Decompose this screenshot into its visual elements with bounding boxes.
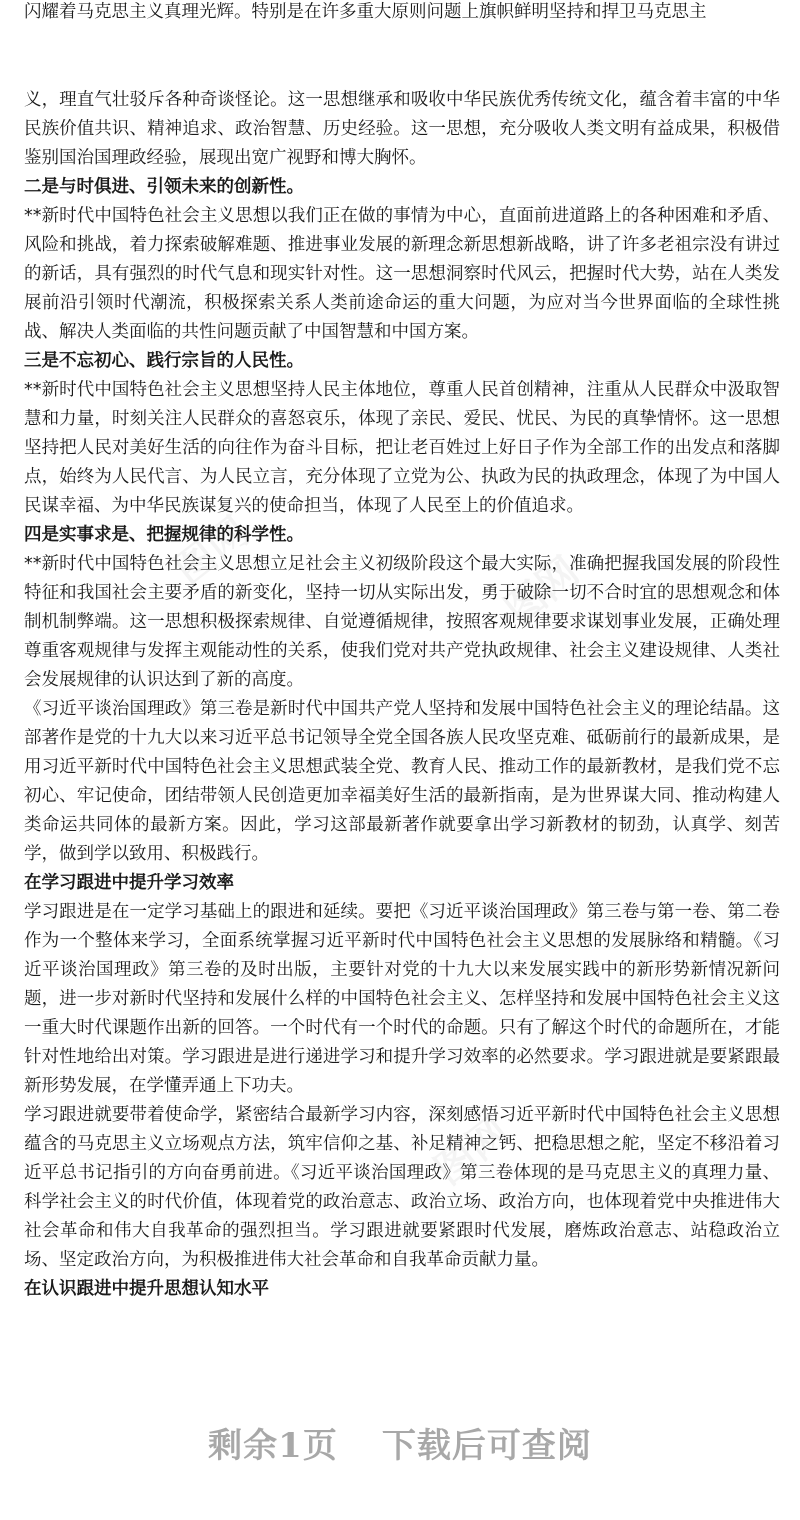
section-heading: 二是与时俱进、引领未来的创新性。: [24, 177, 304, 197]
document-body: [24, 86, 780, 1304]
paragraph: 义，理直气壮驳斥各种奇谈怪论。这一思想继承和吸收中华民族优秀传统文化，蕴含着丰富的中华民族价值共识、精神追求、政治智慧、历史经验。这一思想，充分吸收人类文明有益成果，积极借鉴别国治国理政经验，展现出宽广视野和博大胸怀。: [24, 90, 780, 168]
paragraph: **新时代中国特色社会主义思想立足社会主义初级阶段这个最大实际，准确把握我国发展的阶段性特征和我国社会主要矛盾的新变化，坚持一切从实际出发，勇于破除一切不合时宜的思想观念和体制机制弊端。这一思想积极探索规律、自觉遵循规律，按照客观规律要求谋划事业发展，正确处理尊重客观规律与发挥主观能动性的关系，使我们党对共产党执政规律、社会主义建设规律、人类社会发展规律的认识达到了新的高度。: [24, 554, 780, 690]
section-heading: 三是不忘初心、践行宗旨的人民性。: [24, 351, 304, 371]
paragraph: 学习跟进就要带着使命学，紧密结合最新学习内容，深刻感悟习近平新时代中国特色社会主义思想蕴含的马克思主义立场观点方法，筑牢信仰之基、补足精神之钙、把稳思想之舵，坚定不移沿着习近平总书记指引的方向奋勇前进。《习近平谈治国理政》第三卷体现的是马克思主义的真理力量、科学社会主义的时代价值，体现着党的政治意志、政治立场、政治方向，也体现着党中央推进伟大社会革命和伟大自我革命的强烈担当。学习跟进就要紧跟时代发展，磨炼政治意志、站稳政治立场、坚定政治方向，为积极推进伟大社会革命和自我革命贡献力量。: [24, 1105, 780, 1270]
section-heading: 在认识跟进中提升思想认知水平: [24, 1279, 269, 1299]
paragraph: 学习跟进是在一定学习基础上的跟进和延续。要把《习近平谈治国理政》第三卷与第一卷、第二卷作为一个整体来学习，全面系统掌握习近平新时代中国特色社会主义思想的发展脉络和精髓。《习近平谈治国理政》第三卷的及时出版，主要针对党的十九大以来发展实践中的新形势新情况新问题，进一步对新时代坚持和发展什么样的中国特色社会主义、怎样坚持和发展中国特色社会主义这一重大时代课题作出新的回答。一个时代有一个时代的命题。只有了解这个时代的命题所在，才能针对性地给出对策。学习跟进是进行递进学习和提升学习效率的必然要求。学习跟进就是要紧跟最新形势发展，在学懂弄通上下功夫。: [24, 902, 780, 1096]
remaining-pages-label[interactable]: 剩余1页: [208, 1426, 338, 1466]
download-prompt-banner[interactable]: [0, 1418, 800, 1467]
paragraph: **新时代中国特色社会主义思想坚持人民主体地位，尊重人民首创精神，注重从人民群众中汲取智慧和力量，时刻关注人民群众的喜怒哀乐，体现了亲民、爱民、忧民、为民的真挚情怀。这一思想坚持把人民对美好生活的向往作为奋斗目标，把让老百姓过上好日子作为全部工作的出发点和落脚点，始终为人民代言、为人民立言，充分体现了立党为公、执政为民的执政理念，体现了为中国人民谋幸福、为中华民族谋复兴的使命担当，体现了人民至上的价值追求。: [24, 380, 780, 516]
section-heading: 四是实事求是、把握规律的科学性。: [24, 525, 304, 545]
paragraph: 《习近平谈治国理政》第三卷是新时代中国共产党人坚持和发展中国特色社会主义的理论结晶。这部著作是党的十九大以来习近平总书记领导全党全国各族人民攻坚克难、砥砺前行的最新成果，是用习近平新时代中国特色社会主义思想武装全党、教育人民、推动工作的最新教材，是我们党不忘初心、牢记使命，团结带领人民创造更加幸福美好生活的最新指南，是为世界谋大同、推动构建人类命运共同体的最新方案。因此，学习这部最新著作就要拿出学习新教材的韧劲，认真学、刻苦学，做到学以致用、积极践行。: [24, 699, 780, 864]
previous-page-last-line: 闪耀着马克思主义真理光辉。特别是在许多重大原则问题上旗帜鲜明坚持和捍卫马克思主: [24, 2, 707, 22]
paragraph: **新时代中国特色社会主义思想以我们正在做的事情为中心，直面前进道路上的各种困难和矛盾、风险和挑战，着力探索破解难题、推进事业发展的新理念新思想新战略，讲了许多老祖宗没有讲过的新话，具有强烈的时代气息和现实针对性。这一思想洞察时代风云，把握时代大势，站在人类发展前沿引领时代潮流，积极探索关系人类前途命运的重大问题，为应对当今世界面临的全球性挑战、解决人类面临的共性问题贡献了中国智慧和中国方案。: [24, 206, 780, 342]
download-to-view-label[interactable]: 下载后可查阅: [381, 1426, 592, 1466]
section-heading: 在学习跟进中提升学习效率: [24, 873, 234, 893]
